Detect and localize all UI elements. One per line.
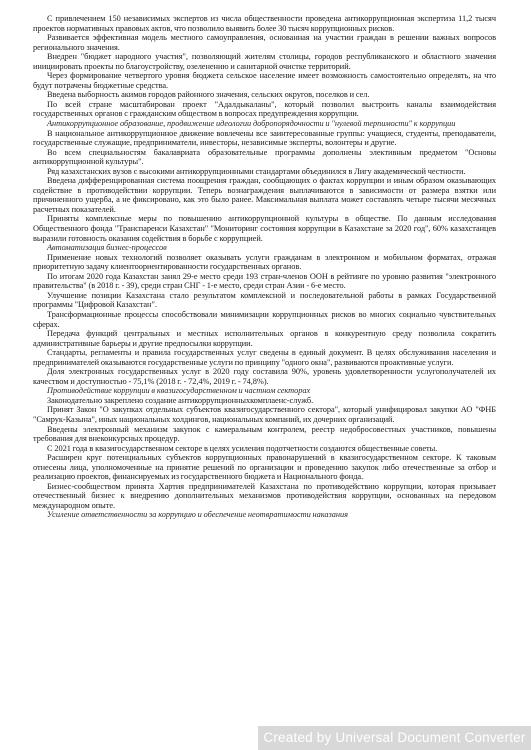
paragraph: Во всем специальностям бакалавриата образовательные программы дополнены элективным предметом "Основы антикоррупционной культуры".: [33, 147, 496, 167]
paragraph: Введена выборность акимов городов районного значения, сельских округов, поселков и сел.: [47, 90, 370, 100]
section-heading: Усиление ответственности за коррупцию и обеспечение неотвратимости наказания: [47, 510, 348, 520]
converter-watermark: Created by Universal Document Converter: [258, 726, 531, 750]
paragraph: По всей стране масштабирован проект "Адалдыкаланы", который позволил выстроить каналы взаимодействия государственных органов с гражданским обществом в вопросах предупреждения коррупции.: [33, 99, 496, 119]
paragraph: Внедрен "бюджет народного участия", позволяющий жителям столицы, городов республиканского и областного значения инициировать проекты по благоустройству, озеленению и санитарной очистке территорий.: [33, 52, 496, 71]
document-page: [33, 14, 496, 520]
paragraph: Доля электронных государственных услуг в 2020 году составила 90%, уровень удовлетворенности услугополучателей их качеством и доступностью - 75,1% (2018 г. - 72,4%, 2019 г. - 74,8%).: [33, 367, 496, 386]
paragraph: Через формирование четвертого уровня бюджета сельское население имеет возможность самостоятельно определять, на что будут потрачены бюджетные средства.: [33, 71, 496, 90]
paragraph: Бизнес-сообществом принята Хартия предпринимателей Казахстана по противодействию коррупции, которая призывает отечественный бизнес к внедрению дополнительных механизмов противодействия коррупции, основанных на передовом международном опыте.: [33, 481, 496, 510]
paragraph: Введена дифференцированная система поощрения граждан, сообщающих о фактах коррупции и иным образом оказывающих содействие в противодействии коррупции. Теперь вознаграждения выплачиваются в зависимости от размера взятки или причиненного ущерба, а не фиксировано, как это было ранее. Максимальная выплата может составлять четыре тысячи месячных расчетных показателей.: [33, 176, 496, 214]
section-heading: Противодействие коррупции в квазигосударственном и частном секторах: [47, 386, 311, 396]
paragraph: Ряд казахстанских вузов с высокими антикоррупционными стандартами объединился в Лигу академической честности.: [47, 166, 466, 176]
paragraph: С привлечением 150 независимых экспертов из числа общественности проведена антикоррупционная экспертиза 11,2 тысяч проектов нормативных правовых актов, что позволило выявить более 30 тысяч коррупционных рисков.: [33, 14, 496, 33]
section-heading: Антикоррупционное образование, продвижение идеологии добропорядочности и "нулевой терпимости" к коррупции: [47, 119, 456, 129]
paragraph: Применение новых технологий позволяет оказывать услуги гражданам в электронном и мобильном форматах, отражая приоритетную задачу клиентоориентированности государственных органов.: [33, 252, 496, 272]
paragraph: Приняты комплексные меры по повышению антикоррупционной культуры в обществе. По данным исследования Общественного фонда "Транспаренси Казахстан" "Мониторинг состояния коррупции в Казахстане за 2020 год", 60% казахстанцев выразили готовность оказания содействия в борьбе с коррупцией.: [33, 214, 496, 243]
section-heading: Автоматизация бизнес-процессов: [47, 243, 167, 253]
paragraph: Стандарты, регламенты и правила государственных услуг сведены в единый документ. В целях обслуживания населения и предпринимателей оказываются государственные услуги по принципу "одного окна", развиваются проактивные услуги.: [33, 348, 496, 367]
paragraph: С 2021 года в квазигосударственном секторе в целях усиления подотчетности создаются общественные советы.: [47, 443, 438, 453]
paragraph: Развивается эффективная модель местного самоуправления, основанная на участии граждан в решении важных вопросов регионального значения.: [33, 33, 496, 52]
paragraph: В национальное антикоррупционное движение вовлечены все заинтересованные группы: учащиеся, студенты, преподаватели, государственные служащие, предприниматели, инвесторы, независимые эксперты, волонтеры и другие.: [33, 128, 496, 148]
paragraph: Трансформационные процессы способствовали минимизации коррупционных рисков во многих социально чувствительных сферах.: [33, 309, 496, 329]
paragraph: Передача функций центральных и местных исполнительных органов в конкурентную среду позволила сократить административные барьеры и другие предпосылки коррупции.: [33, 329, 496, 348]
paragraph: Улучшение позиции Казахстана стало результатом комплексной и последовательной работы в рамках Государственной программы "Цифровой Казахстан".: [33, 290, 496, 310]
paragraph: Введены электронный механизм закупок с камеральным контролем, реестр недобросовестных участников, повышены требования для внеконкурсных процедур.: [33, 424, 496, 444]
paragraph: Принят Закон "О закупках отдельных субъектов квазигосударственного сектора", который унифицировал закупки АО "ФНБ "Самрук-Казына", иных национальных холдингов, национальных компаний, их дочерних организаций.: [33, 405, 496, 424]
paragraph: По итогам 2020 года Казахстан занял 29-е место среди 193 стран-членов ООН в рейтинге по уровню развития "электронного правительства" (в 2018 г. - 39), среди стран СНГ - 1-е место, среди стран Азии - 6-е место.: [33, 271, 496, 291]
paragraph: Расширен круг потенциальных субъектов коррупционных правонарушений в квазигосударственном секторе. К таковым отнесены лица, уполномоченные на принятие решений по организации и проведению закупок либо отечественные за отбор и реализацию проектов, финансируемых из государственного бюджета и Национального фонда.: [33, 453, 496, 482]
paragraph: Законодательно закреплено создание антикоррупционныхкомплаенс-служб.: [47, 395, 314, 405]
